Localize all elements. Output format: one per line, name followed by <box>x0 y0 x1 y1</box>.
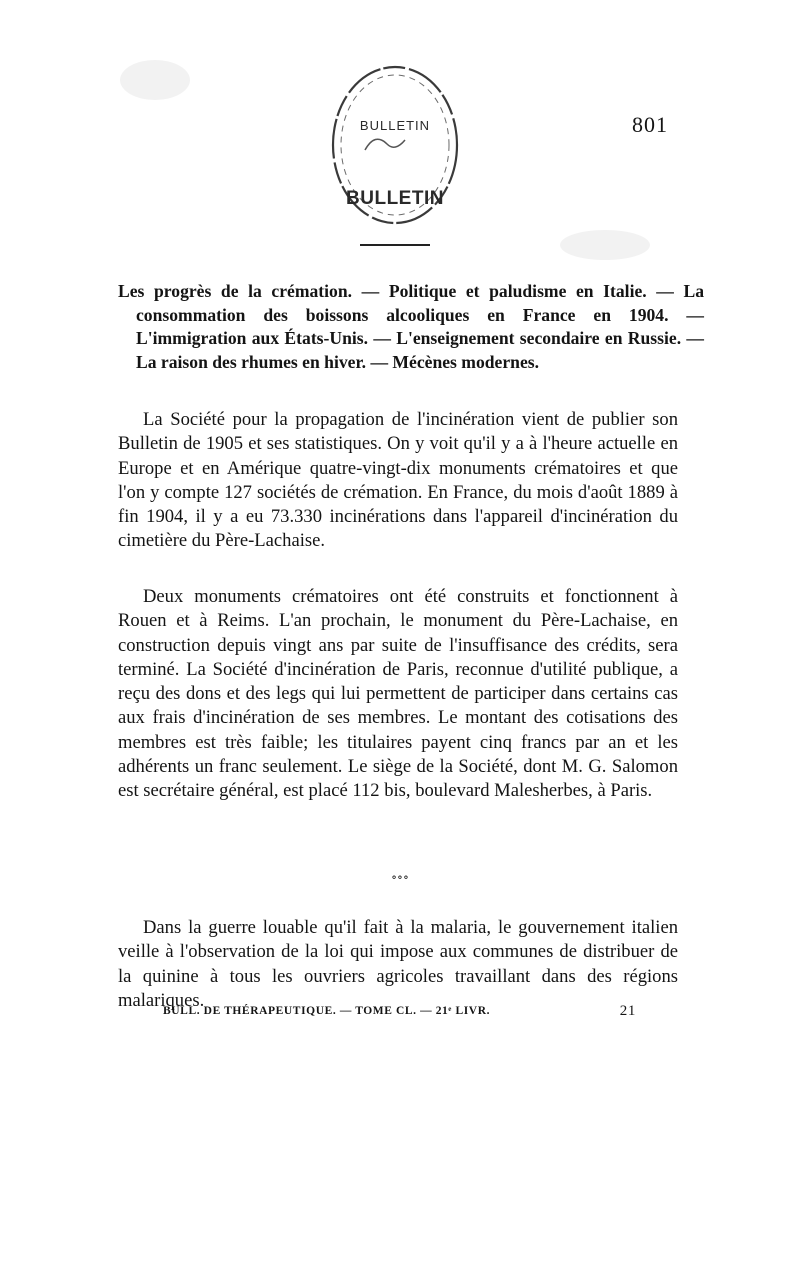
article-summary: Les progrès de la crémation. — Politique et paludisme en Italie. — La consommation des boissons alcooliques en France en 1904. — L'immigration aux États-Unis. — L'enseignement secondaire en Russie. — La raison des rhumes en hiver. — Mécènes modernes. <box>118 281 704 372</box>
footer-signature: 21 <box>619 1003 636 1019</box>
stamp-bottom-text: BULLETIN <box>346 188 444 209</box>
section-separator: ∘∘∘ <box>391 870 409 884</box>
paragraph-cremation-statistics <box>118 408 678 554</box>
paragraph-crematoria-paris <box>118 585 678 804</box>
scan-smudge <box>560 230 650 260</box>
page-number: 801 <box>632 112 668 137</box>
page-footer <box>163 1005 636 1020</box>
paragraph-text: La Société pour la propagation de l'incinération vient de publier son Bulletin de 1905 et ses statistiques. On y voit qu'il y a à l'heure actuelle en Europe et en Amérique quatre-vingt-dix monuments crématoires et que l'on y compte 127 sociétés de crémation. En France, du mois d'août 1889 à fin 1904, il y a eu 73.330 incinérations dans l'appareil d'incinération du cimetière du Père-Lachaise. <box>118 409 678 552</box>
stamp-oval-icon <box>325 55 465 255</box>
paragraph-text: Dans la guerre louable qu'il fait à la malaria, le gouvernement italien veille à l'observation de la loi qui impose aux communes de distribuer de la quinine à tous les ouvriers agricoles travaillant dans des régions malariques. <box>118 917 678 1011</box>
stamp-top-text: BULLETIN <box>359 118 431 133</box>
footer-running-title: BULL. DE THÉRAPEUTIQUE. — TOME CL. — 21ᵉ LIVR. <box>163 1005 491 1017</box>
scan-smudge <box>120 60 190 100</box>
library-stamp <box>325 55 465 255</box>
paragraph-text: Deux monuments crématoires ont été construits et fonctionnent à Rouen et à Reims. L'an prochain, le monument du Père-Lachaise, en construction depuis vingt ans par suite de l'insuffisance des crédits, sera terminé. La Société d'incinération de Paris, reconnue d'utilité publique, a reçu des dons et des legs qui lui permettent de participer dans certains cas aux frais d'incinération de ses membres. Le montant des cotisations des membres est très faible; les titulaires payent cinq francs par an et les adhérents un franc seulement. Le siège de la Société, dont M. G. Salomon est secrétaire général, est placé 112 bis, boulevard Malesherbes, à Paris. <box>118 586 678 802</box>
paragraph-malaria-italy <box>118 916 678 1013</box>
